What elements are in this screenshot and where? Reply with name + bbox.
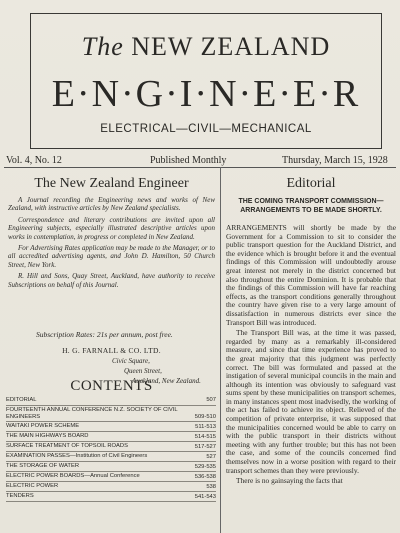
intro-paragraph: For Advertising Rates application may be made to the Manager, or to all accredited advertising agents, and John D. Hamilton, 50 Church Street, New York. [8,244,215,269]
contents-item-title: EDITORIAL [6,397,37,403]
contents-item-page: 514-515 [194,433,216,440]
contents-item-title: TENDERS [6,493,34,500]
masthead [30,13,382,149]
contents-item-page: 541-543 [194,493,216,500]
contents-item-page: 536-538 [194,473,216,480]
header-rule [4,167,396,168]
issue-frequency: Published Monthly [150,155,227,166]
issue-volume: Vol. 4, No. 12 [6,155,62,166]
address-line: Auckland, New Zealand. [132,377,201,385]
editorial-body [226,224,396,488]
editorial-heading: THE COMING TRANSPORT COMMISSION—ARRANGEMENTS TO BE MADE SHORTLY. [238,198,384,214]
contents-item [6,396,216,406]
subscription-rates: Subscription Rates: 21s per annum, post free. [36,330,173,339]
contents-item [6,406,216,422]
journal-intro [8,196,215,292]
contents-item [6,432,216,442]
contents-item [6,492,216,502]
journal-title: The New Zealand Engineer [34,176,189,191]
contents-item-page: 538 [206,483,216,490]
masthead-engineer: E·N·G·I·N·E·E·R [51,73,361,115]
masthead-title [31,32,381,62]
intro-paragraph: R. Hill and Sons, Quay Street, Auckland, have authority to receive Subscriptions on behalf of this Journal. [8,272,215,289]
contents-item-title: ELECTRIC POWER [6,483,59,490]
contents-item [6,452,216,462]
contents-item-title: WAITAKI POWER SCHEME [6,423,80,430]
masthead-the: The [81,32,124,61]
editorial-paragraph: There is no gainsaying the facts that [236,476,343,486]
contents-item-title: FOURTEENTH ANNUAL CONFERENCE N.Z. SOCIETY OF CIVIL ENGINEERS [6,407,178,420]
editorial-paragraph: The Transport Bill was, at the time it was passed, regarded by many as a remarkably ill-considered measure, and since that time experience has proved to the great majority that this judgment was perfectly correct. The bill was formulated and passed at the instigation of several municipal councils in the main and although its intention was obviously to safeguard vast sums spent by these municipalities on transport schemes, in many instances spent most inadvisedly, the working of the act has failed to achieve its object. Relieved of the competition of private enterprise, it was supposed that the municipalities concerned would be able to carry on with the public transport in their districts without meeting with any further trouble; but this has not been the case, and some of the councils concerned find themselves now in a worse position with regard to their transport schemes than they were previously. [226,328,396,475]
contents-list [6,396,216,502]
issue-date: Thursday, March 15, 1928 [282,155,388,166]
contents-item-page: 511-513 [195,423,216,430]
contents-item-title: SURFACE TREATMENT OF TOPSOIL ROADS [6,443,128,450]
contents-item [6,442,216,452]
masthead-new-zealand: NEW ZEALAND [131,32,331,61]
address-line: Queen Street, [124,367,162,375]
editorial-paragraph: ARRANGEMENTS will shortly be made by the Government for a Commission to sit to consider the public transport question for the Auckland District, and the evidence which is brought before it and the eventual findings of this Commission will undoubtedly arouse great interest not merely in the district concerned but also throughout the entire Dominion. It is probable that the findings of this Commission will have far reaching effects, as the transport conditions generally throughout the country have given rise to a very large amount of dissatisfaction in numerous districts ever since the Transport Bill was introduced. [226,223,396,327]
contents-title: CONTENTS [70,378,153,394]
contents-item-page: 509-510 [194,413,216,420]
contents-item-title: THE STORAGE OF WATER [6,463,80,470]
contents-item [6,472,216,482]
contents-item [6,482,216,492]
contents-item-page: 527 [206,453,216,460]
contents-item-title: THE MAIN HIGHWAYS BOARD [6,433,89,440]
address-line: Civic Square, [112,357,150,365]
contents-item-page: 507 [206,397,216,404]
intro-paragraph: A Journal recording the Engineering news and works of New Zealand, with instructive articles by New Zealand specialists. [8,196,215,213]
intro-paragraph: Correspondence and literary contributions are invited upon all Engineering subjects, especially illustrated descriptive articles upon works in contemplation, in progress or completed in New Zealand. [8,215,215,241]
masthead-subtitle: ELECTRICAL—CIVIL—MECHANICAL [100,123,312,135]
contents-item-page: 529-535 [194,463,216,470]
editorial-title: Editorial [286,176,336,191]
contents-item-title: EXAMINATION PASSES—Institution of Civil Engineers [6,453,148,460]
publisher-name: H. G. FARNALL & CO. LTD. [62,346,161,355]
contents-item [6,422,216,432]
contents-item-page: 517-527 [194,443,216,450]
contents-item [6,462,216,472]
contents-item-title: ELECTRIC POWER BOARDS—Annual Conference [6,473,140,480]
column-divider [220,167,221,533]
